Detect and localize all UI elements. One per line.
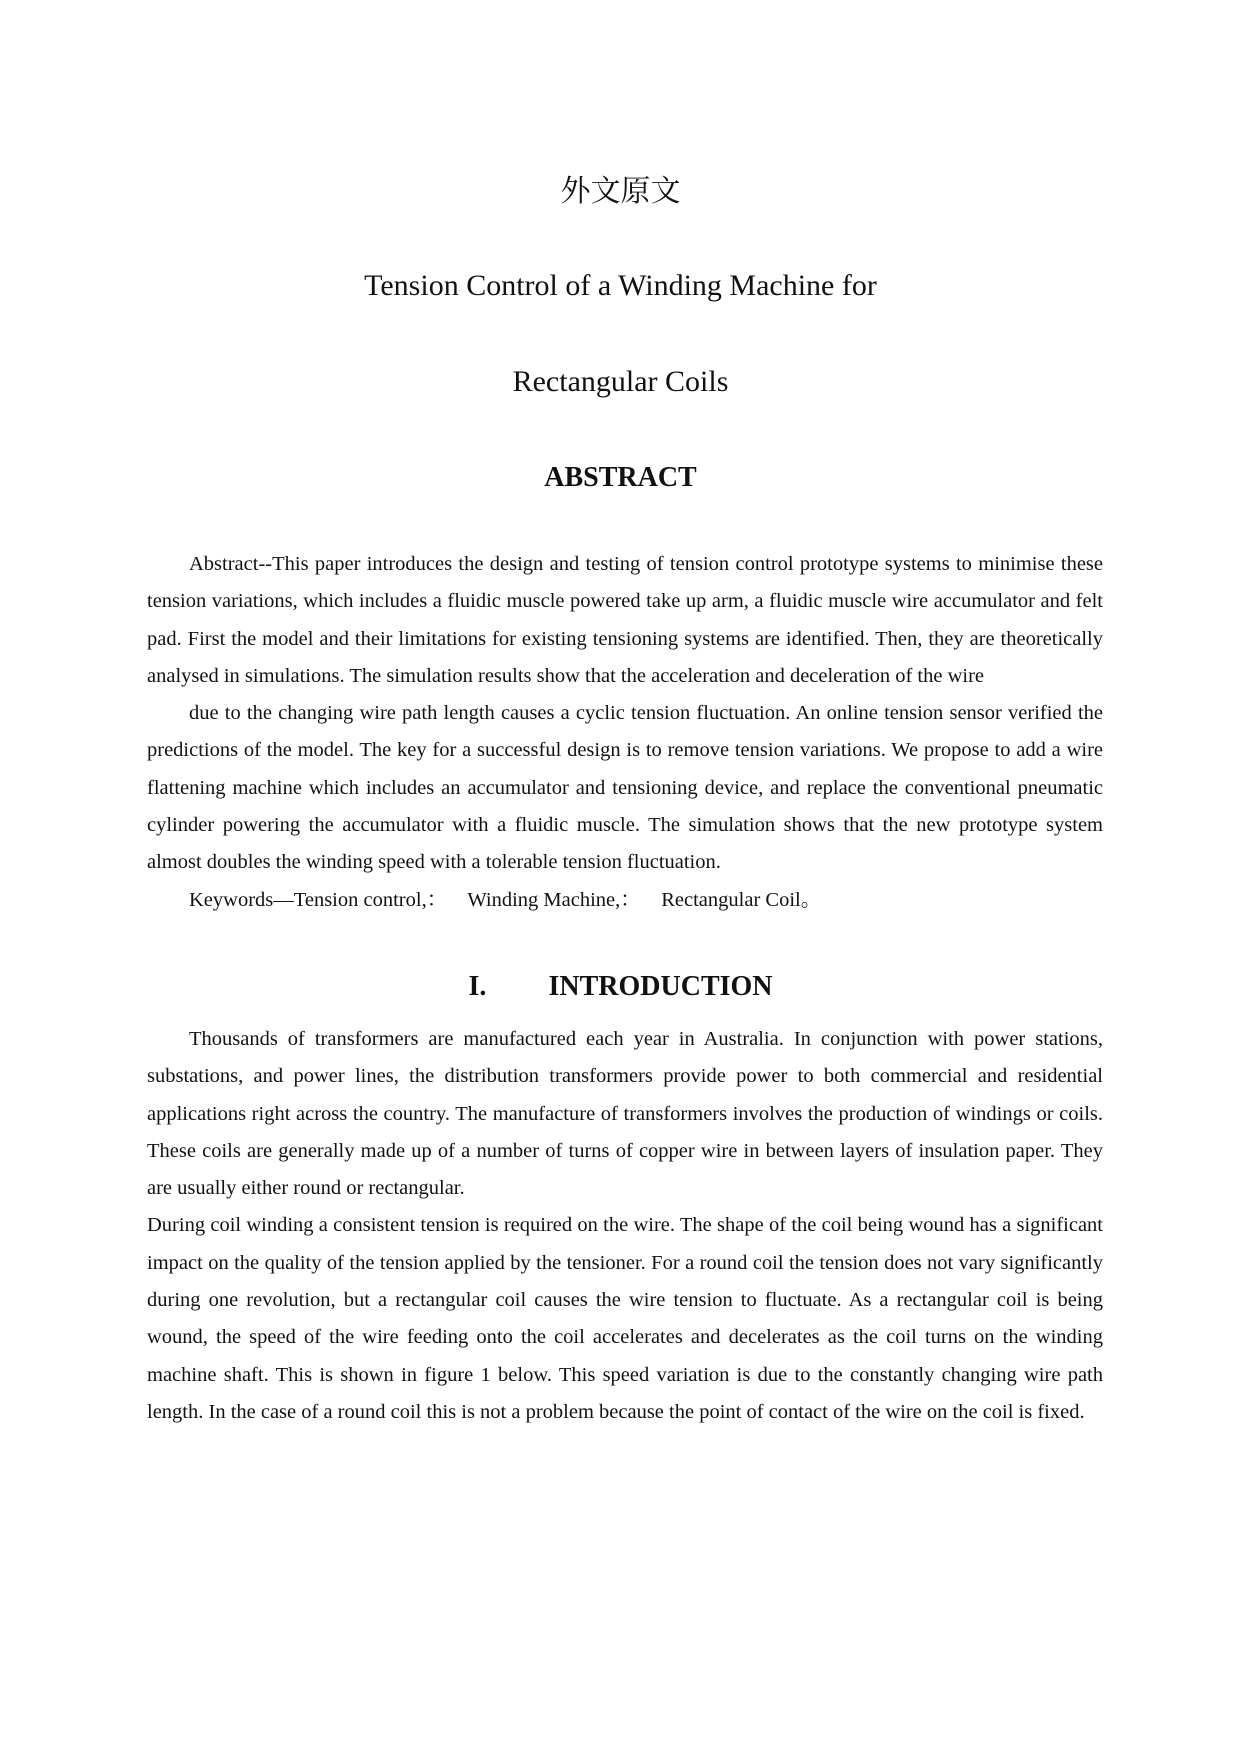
abstract-heading: ABSTRACT: [544, 462, 697, 493]
keyword-1: Keywords—Tension control,：: [189, 888, 448, 911]
abstract-paragraph-2: due to the changing wire path length causes a cyclic tension fluctuation. An online tension sensor verified the predictions of the model. The key for a successful design is to remove tension variations. We propose to add a wire flattening machine which includes an accumulator and tensioning device, and replace the conventional pneumatic cylinder powering the accumulator with a fluidic muscle. The simulation shows that the new prototype system almost doubles the winding speed with a tolerable tension fluctuation.: [147, 702, 1103, 874]
abstract-paragraph-1: Abstract--This paper introduces the design and testing of tension control prototype systems to minimise these tension variations, which includes a fluidic muscle powered take up arm, a fluidic muscle wire accumulator and felt pad. First the model and their limitations for existing tensioning systems are identified. Then, they are theoretically analysed in simulations. The simulation results show that the acceleration and deceleration of the wire: [147, 553, 1103, 687]
introduction-paragraph-1: Thousands of transformers are manufactured each year in Australia. In conjunction with power stations, substations, and power lines, the distribution transformers provide power to both commercial and residential applications right across the country. The manufacture of transformers involves the production of windings or coils. These coils are generally made up of a number of turns of copper wire in between layers of insulation paper. They are usually either round or rectangular.: [147, 1028, 1103, 1200]
paper-title-line-2: Rectangular Coils: [512, 365, 729, 398]
introduction-paragraph-2: During coil winding a consistent tension is required on the wire. The shape of the coil being wound has a significant impact on the quality of the tension applied by the tensioner. For a round coil the tension does not vary significantly during one revolution, but a rectangular coil causes the wire tension to fluctuate. As a rectangular coil is being wound, the speed of the wire feeding onto the coil accelerates and decelerates as the coil turns on the winding machine shaft. This is shown in figure 1 below. This speed variation is due to the constantly changing wire path length. In the case of a round coil this is not a problem because the point of contact of the wire on the coil is fixed.: [147, 1214, 1103, 1423]
chinese-heading: 外文原文: [560, 174, 681, 209]
abstract-body: [147, 546, 1103, 919]
introduction-heading: [0, 967, 1241, 1007]
keyword-3: Rectangular Coil。: [661, 888, 822, 911]
keyword-2: Winding Machine,：: [467, 888, 641, 911]
section-number: I.: [468, 971, 487, 1002]
paper-title-line-1: Tension Control of a Winding Machine for: [364, 269, 877, 302]
keywords-line: [147, 882, 1103, 919]
section-title: INTRODUCTION: [548, 971, 773, 1002]
introduction-body: [147, 1021, 1103, 1431]
